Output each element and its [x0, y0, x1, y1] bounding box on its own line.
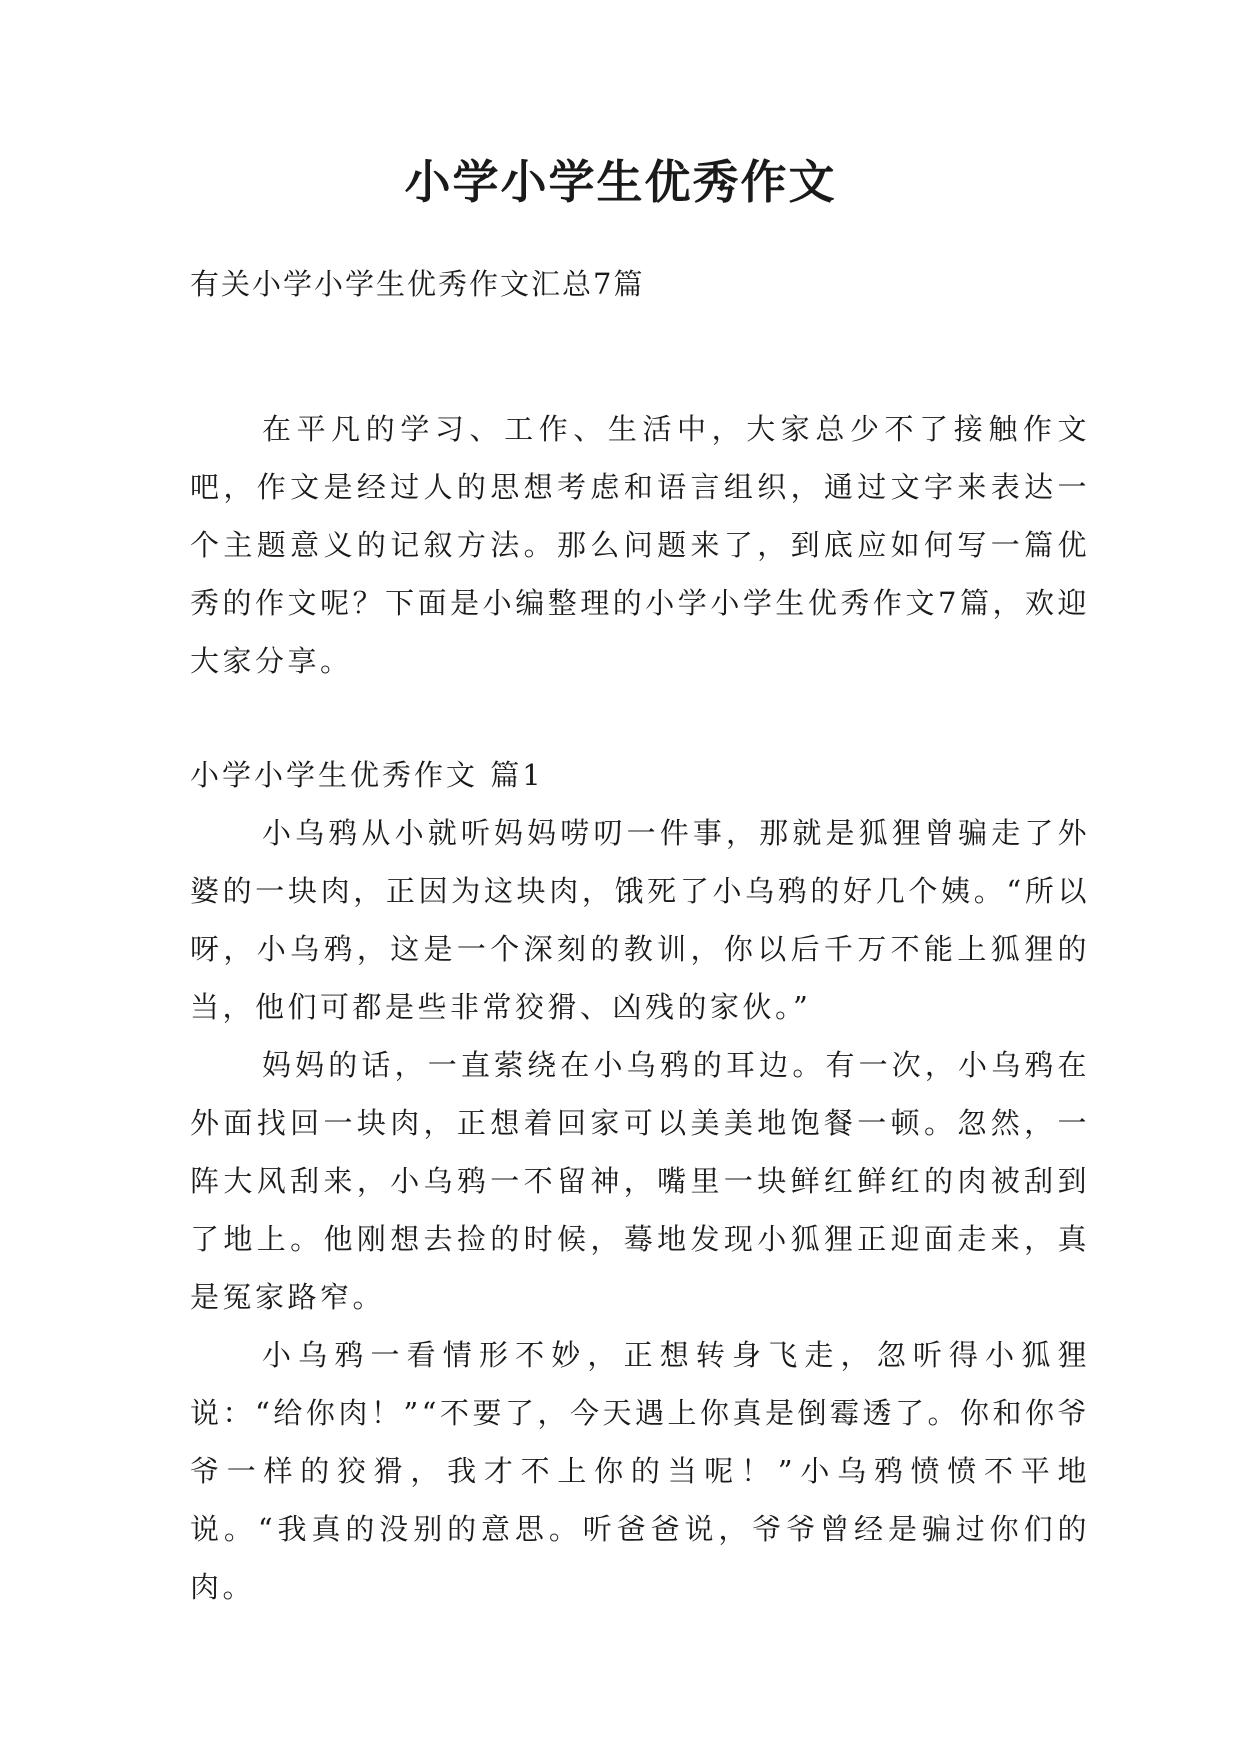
section-heading: 小学小学生优秀作文 篇1: [190, 758, 544, 792]
document-body: [190, 400, 1090, 1616]
document-title: 小学小学生优秀作文: [404, 155, 837, 209]
body-paragraph: 小乌鸦从小就听妈妈唠叨一件事，那就是狐狸曾骗走了外婆的一块肉，正因为这块肉，饿死了小乌鸦的好几个姨。“所以呀，小乌鸦，这是一个深刻的教训，你以后千万不能上狐狸的当，他们可都是些非常狡猾、凶残的家伙。”: [190, 816, 1090, 1024]
body-paragraph: 妈妈的话，一直萦绕在小乌鸦的耳边。有一次，小乌鸦在外面找回一块肉，正想着回家可以美美地饱餐一顿。忽然，一阵大风刮来，小乌鸦一不留神，嘴里一块鲜红鲜红的肉被刮到了地上。他刚想去捡的时候，蓦地发现小狐狸正迎面走来，真是冤家路窄。: [190, 1048, 1090, 1314]
body-paragraph: 小乌鸦一看情形不妙，正想转身飞走，忽听得小狐狸说：“给你肉！”“不要了，今天遇上你真是倒霉透了。你和你爷爷一样的狡猾，我才不上你的当呢！”小乌鸦愤愤不平地说。“我真的没别的意思。听爸爸说，爷爷曾经是骗过你们的肉。: [190, 1338, 1090, 1604]
document-subtitle: 有关小学小学生优秀作文汇总7篇: [190, 267, 645, 301]
intro-paragraph: 在平凡的学习、工作、生活中，大家总少不了接触作文吧，作文是经过人的思想考虑和语言组织，通过文字来表达一个主题意义的记叙方法。那么问题来了，到底应如何写一篇优秀的作文呢？下面是小编整理的小学小学生优秀作文7篇，欢迎大家分享。: [190, 412, 1090, 678]
